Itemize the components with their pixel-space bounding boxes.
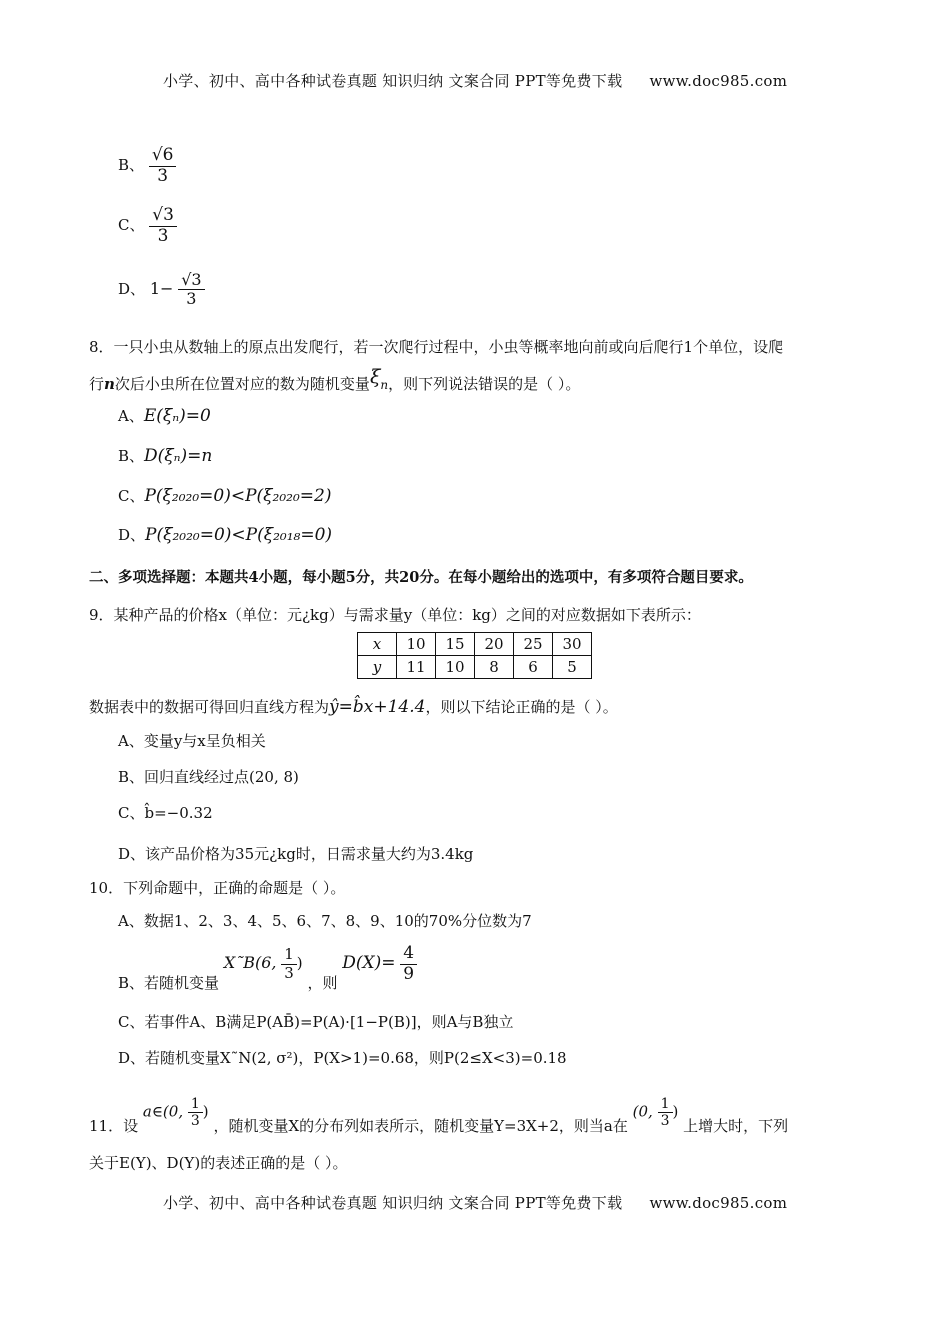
table-cell: 11 bbox=[397, 656, 436, 679]
table-cell: 10 bbox=[397, 633, 436, 656]
option-label: A、 bbox=[118, 407, 144, 425]
text: 11．设 bbox=[89, 1116, 139, 1135]
denominator: 9 bbox=[400, 964, 417, 985]
q7-option-d bbox=[118, 271, 205, 309]
option-label: B、 bbox=[118, 447, 145, 465]
q8-option-a bbox=[118, 405, 211, 426]
q11-stem-line1 bbox=[89, 1096, 789, 1135]
text: ，则以下结论正确的是（ ）。 bbox=[425, 698, 618, 716]
q10-option-b bbox=[118, 943, 417, 993]
footer-url: www.doc985.com bbox=[649, 1194, 788, 1212]
text: ，随机变量X的分布列如表所示，随机变量Y=3X+2，则当a在 bbox=[213, 1116, 628, 1135]
footer-text: 小学、初中、高中各种试卷真题 知识归纳 文案合同 PPT等免费下载 bbox=[163, 1194, 623, 1212]
q8-stem-line2 bbox=[89, 366, 581, 394]
table-cell: x bbox=[358, 633, 397, 656]
table-row bbox=[358, 633, 592, 656]
math-expression: P(ξ₂₀₂₀=0)<P(ξ₂₀₂₀=2) bbox=[144, 486, 332, 506]
option-label: C、 bbox=[118, 216, 145, 235]
table-cell: 6 bbox=[514, 656, 553, 679]
denominator: 3 bbox=[281, 964, 297, 982]
fraction bbox=[658, 1096, 673, 1129]
q9-option-b: B、回归直线经过点(20, 8) bbox=[118, 768, 299, 786]
text: 行 bbox=[89, 375, 105, 393]
fraction bbox=[400, 944, 417, 984]
math-expression: E(ξₙ)=0 bbox=[143, 406, 211, 426]
data-table bbox=[357, 632, 592, 679]
numerator: 1 bbox=[190, 1096, 200, 1112]
numerator: √6 bbox=[151, 145, 174, 165]
section-heading: 二、多项选择题：本题共4小题，每小题5分，共20分。在每小题给出的选项中，有多项符合题目要求。 bbox=[89, 569, 753, 586]
text: 数据表中的数据可得回归直线方程为 bbox=[89, 698, 330, 716]
q7-option-c bbox=[118, 206, 177, 246]
q9-table bbox=[357, 632, 592, 679]
text: 次后小虫所在位置对应的数为随机变量 bbox=[114, 375, 370, 393]
table-cell: 5 bbox=[553, 656, 592, 679]
q9-option-a: A、变量y与x呈负相关 bbox=[118, 732, 266, 750]
q9-stem-line2 bbox=[89, 696, 618, 717]
fraction bbox=[149, 206, 177, 246]
math-expression: ŷ=b̂x+14.4 bbox=[329, 697, 426, 717]
table-cell: 20 bbox=[475, 633, 514, 656]
numerator: 4 bbox=[403, 943, 415, 963]
table-cell: y bbox=[358, 656, 397, 679]
q8-option-d bbox=[118, 524, 332, 545]
math-expression: a∈(0, bbox=[142, 1102, 184, 1121]
option-label: B、 bbox=[118, 156, 145, 175]
q7-option-b bbox=[118, 146, 176, 186]
text: 上增大时，下列 bbox=[683, 1116, 789, 1135]
option-label: C、 bbox=[118, 487, 145, 505]
q10-stem: 10．下列命题中，正确的命题是（ ）。 bbox=[89, 879, 346, 897]
q9-option-d: D、该产品价格为35元¿kg时，日需求量大约为3.4kg bbox=[118, 845, 474, 863]
numerator: 1 bbox=[660, 1096, 670, 1112]
option-label: D、 bbox=[118, 526, 146, 544]
page-header bbox=[163, 70, 787, 91]
table-cell: 25 bbox=[514, 633, 553, 656]
text: ) bbox=[296, 954, 303, 973]
expression-prefix: 1− bbox=[149, 278, 174, 298]
fraction bbox=[188, 1096, 203, 1129]
header-text: 小学、初中、高中各种试卷真题 知识归纳 文案合同 PPT等免费下载 bbox=[163, 72, 623, 90]
text: ) bbox=[672, 1102, 679, 1121]
text: ，则 bbox=[307, 974, 338, 993]
math-subscript: n bbox=[380, 378, 389, 392]
math-xi: ξ bbox=[369, 366, 381, 388]
math-expression: X˜B(6, bbox=[223, 953, 277, 973]
q10-option-a: A、数据1、2、3、4、5、6、7、8、9、10的70%分位数为7 bbox=[118, 912, 532, 930]
q11-stem-line2: 关于E(Y)、D(Y)的表述正确的是（ ）。 bbox=[89, 1154, 348, 1172]
page-footer bbox=[163, 1192, 787, 1213]
math-expression: (0, bbox=[632, 1102, 653, 1121]
header-url: www.doc985.com bbox=[649, 72, 788, 90]
math-expression: D(ξₙ)=n bbox=[144, 446, 213, 466]
table-cell: 30 bbox=[553, 633, 592, 656]
numerator: √3 bbox=[152, 205, 174, 225]
option-label: D、 bbox=[118, 279, 146, 298]
numerator: 1 bbox=[284, 945, 294, 964]
text: ) bbox=[202, 1102, 209, 1121]
text: ，则下列说法错误的是（ ）。 bbox=[388, 375, 581, 393]
q8-option-b bbox=[118, 445, 212, 466]
denominator: 3 bbox=[188, 1112, 203, 1129]
numerator: √3 bbox=[181, 270, 202, 289]
fraction bbox=[281, 946, 297, 982]
denominator: 3 bbox=[178, 289, 204, 308]
denominator: 3 bbox=[149, 166, 177, 187]
math-n: n bbox=[104, 375, 115, 393]
q8-stem-line1: 8．一只小虫从数轴上的原点出发爬行，若一次爬行过程中，小虫等概率地向前或向后爬行1个单位，设爬 bbox=[89, 338, 784, 356]
q9-stem-line1: 9．某种产品的价格x（单位：元¿kg）与需求量y（单位：kg）之间的对应数据如下表所示： bbox=[89, 606, 701, 624]
q8-option-c bbox=[118, 485, 332, 506]
table-row bbox=[358, 656, 592, 679]
table-cell: 10 bbox=[436, 656, 475, 679]
math-expression: P(ξ₂₀₂₀=0)<P(ξ₂₀₁₈=0) bbox=[145, 525, 333, 545]
table-cell: 15 bbox=[436, 633, 475, 656]
table-cell: 8 bbox=[475, 656, 514, 679]
denominator: 3 bbox=[658, 1112, 673, 1129]
math-expression: D(X)= bbox=[342, 953, 396, 974]
fraction bbox=[178, 271, 204, 309]
q10-option-d: D、若随机变量X˜N(2, σ²)，P(X>1)=0.68，则P(2≤X<3)=0.18 bbox=[118, 1049, 567, 1067]
text: B、若随机变量 bbox=[118, 974, 220, 993]
q10-option-c: C、若事件A、B满足P(AB̄)=P(A)·[1−P(B)]，则A与B独立 bbox=[118, 1013, 514, 1031]
denominator: 3 bbox=[149, 226, 177, 247]
fraction bbox=[149, 146, 177, 186]
q9-option-c: C、b̂=−0.32 bbox=[118, 804, 213, 822]
